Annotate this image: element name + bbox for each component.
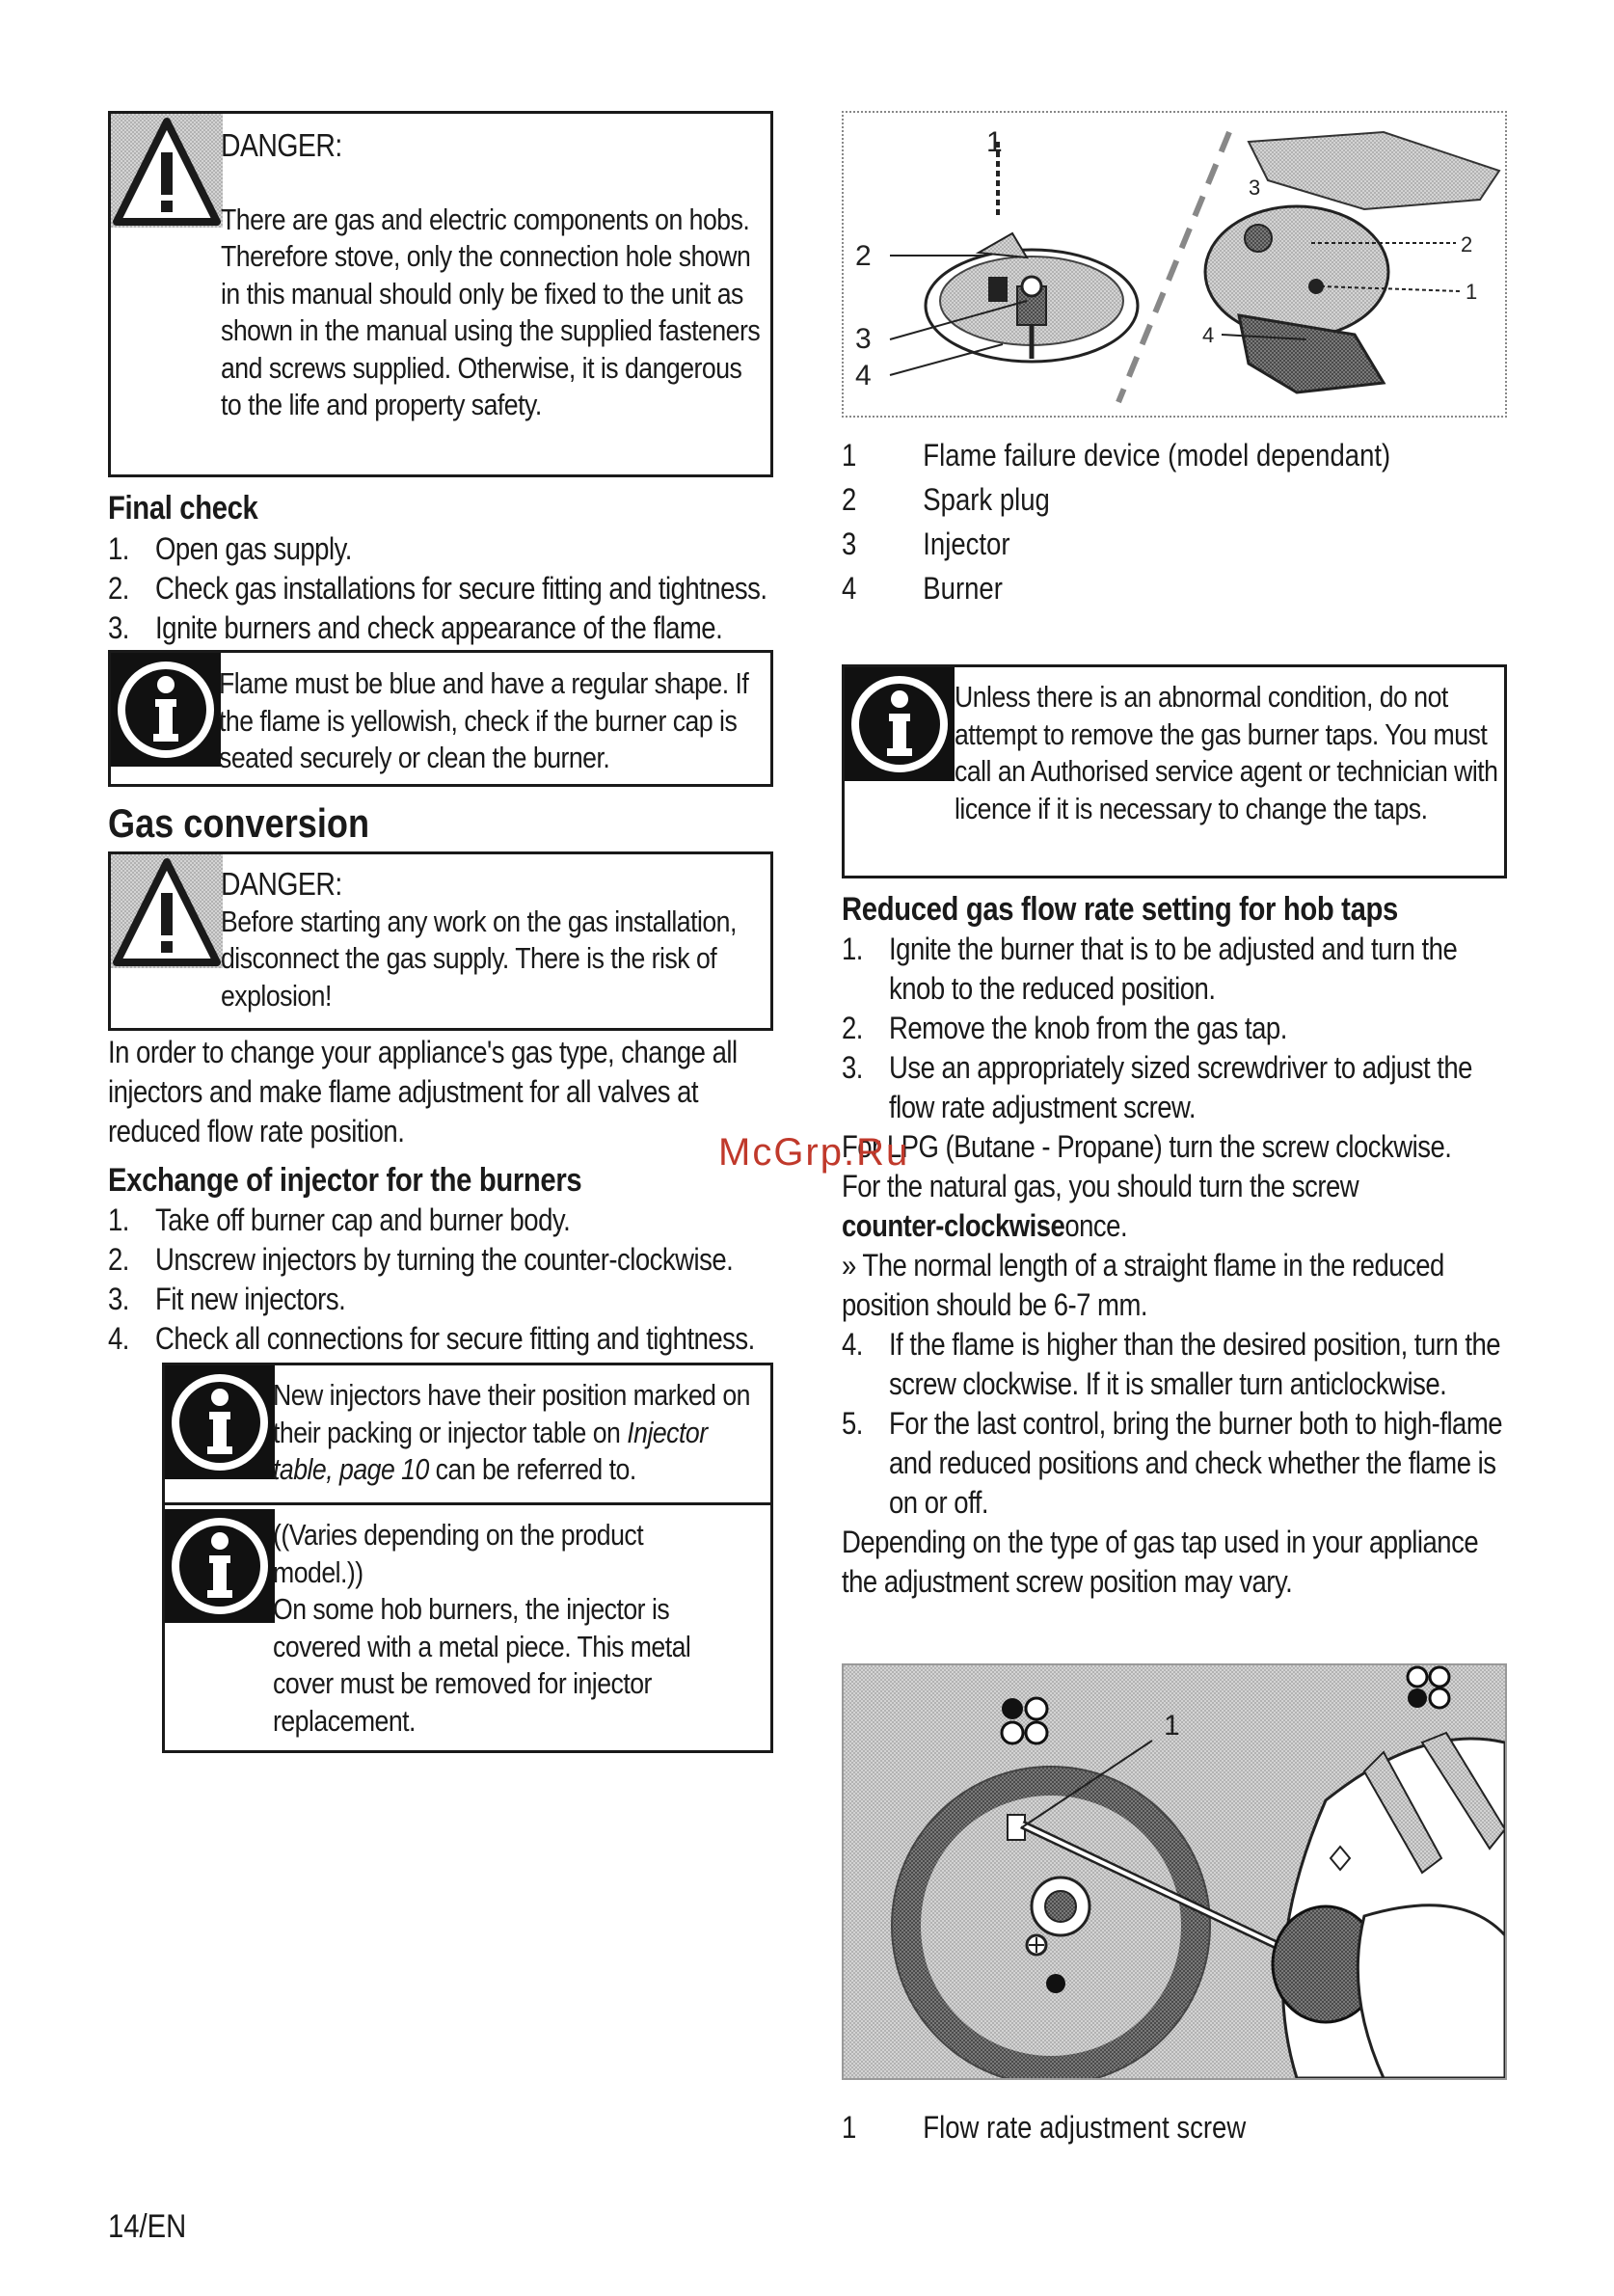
list-item: 5. For the last control, bring the burner both to high-flame and reduced positions and check whether the flame is on or off. bbox=[842, 1406, 1503, 1520]
figure-legend bbox=[842, 2105, 1507, 2149]
figure-label: 2 bbox=[855, 240, 872, 272]
closing-paragraph: Depending on the type of gas tap used in your appliance the adjustment screw position may vary. bbox=[842, 1525, 1479, 1599]
legend-row: 3 Injector bbox=[842, 527, 1010, 561]
right-column bbox=[842, 111, 1507, 2145]
legend-row: 1 Flow rate adjustment screw bbox=[842, 2110, 1247, 2145]
figure-label: 1 bbox=[986, 126, 1003, 158]
danger-box-gas-supply bbox=[108, 851, 773, 1031]
gas-conversion-heading: Gas conversion bbox=[108, 800, 370, 846]
info-text: Flame must be blue and have a regular shape. If the flame is yellowish, check if the burner cap is seated securely or clean the burner. bbox=[219, 666, 749, 774]
info-text-varies: ((Varies depending on the product model.)) bbox=[273, 1518, 644, 1589]
list-item: 1. Take off burner cap and burner body. bbox=[108, 1202, 571, 1237]
figure-label: 1 bbox=[1164, 1710, 1180, 1742]
info-box-flame bbox=[108, 650, 773, 787]
injector-table-reference: Injector table, page 10 bbox=[273, 1415, 708, 1486]
info-text-metal-cover: On some hob burners, the injector is covered with a metal piece. This metal cover must be removed for injector replacement. bbox=[273, 1592, 691, 1738]
list-item: 1. Open gas supply. bbox=[108, 531, 352, 566]
danger-text: There are gas and electric components on hobs. Therefore stove, only the connection hole shown in this manual should only be fixed to the unit as shown in the manual using the supplied fasteners and screws supplied. Otherwise, it is dangerous to the life and property safety. bbox=[221, 202, 761, 421]
gas-conversion-paragraph: In order to change your appliance's gas type, change all injectors and make flame adjustment for all valves at reduced flow rate position. bbox=[108, 1035, 738, 1148]
figure-label: 1 bbox=[1466, 280, 1478, 304]
exchange-heading: Exchange of injector for the burners bbox=[108, 1162, 582, 1199]
figure-label: 3 bbox=[1249, 176, 1261, 200]
reduced-flow-list bbox=[842, 930, 1505, 1127]
legend-row: 2 Spark plug bbox=[842, 482, 1050, 517]
legend-row: 1 Flame failure device (model dependant) bbox=[842, 438, 1391, 473]
danger-box-installation bbox=[108, 111, 773, 477]
watermark-logo: McGrp.Ru bbox=[718, 1131, 910, 1174]
danger-title: DANGER: bbox=[221, 866, 342, 902]
figure-label: 3 bbox=[855, 323, 872, 355]
list-item: 4. Check all connections for secure fitting and tightness. bbox=[108, 1321, 755, 1356]
lpg-instruction: For LPG (Butane - Propane) turn the screw clockwise. bbox=[842, 1129, 1452, 1164]
info-text: Unless there is an abnormal condition, do not attempt to remove the gas burner taps. You must call an Authorised service agent or technician with licence if it is necessary to change the taps. bbox=[955, 680, 1498, 825]
info-icon bbox=[165, 1509, 275, 1628]
final-check-list bbox=[108, 529, 771, 648]
info-text-injector-position: New injectors have their position marked on their packing or injector table on Injector table, page 10 can be referred to. bbox=[273, 1378, 750, 1486]
list-item: 3. Use an appropriately sized screwdriver to adjust the flow rate adjustment screw. bbox=[842, 1050, 1472, 1124]
final-check-heading: Final check bbox=[108, 490, 258, 527]
info-icon bbox=[165, 1365, 275, 1484]
danger-text: Before starting any work on the gas installation, disconnect the gas supply. There is the risk of explosion! bbox=[221, 904, 737, 1013]
left-column bbox=[108, 111, 773, 1753]
info-icon bbox=[111, 653, 221, 771]
reduced-flow-heading: Reduced gas flow rate setting for hob taps bbox=[842, 891, 1398, 928]
list-item: 4. If the flame is higher than the desired position, turn the screw clockwise. If it is smaller turn anticlockwise. bbox=[842, 1327, 1501, 1401]
info-icon bbox=[845, 667, 955, 786]
list-item: 2. Unscrew injectors by turning the counter-clockwise. bbox=[108, 1242, 734, 1277]
figure-label: 4 bbox=[1202, 323, 1215, 347]
list-item: 2. Check gas installations for secure fitting and tightness. bbox=[108, 571, 767, 606]
list-item: 2. Remove the knob from the gas tap. bbox=[842, 1011, 1287, 1045]
list-item: 3. Ignite burners and check appearance of the flame. bbox=[108, 610, 723, 645]
info-box-injectors bbox=[162, 1363, 773, 1753]
burner-parts-illustration bbox=[844, 113, 1505, 416]
list-item: 1. Ignite the burner that is to be adjusted and turn the knob to the reduced position. bbox=[842, 932, 1458, 1006]
adjustment-screw-figure bbox=[842, 1663, 1507, 2080]
figure-legend bbox=[842, 433, 1507, 610]
adjustment-screw-illustration bbox=[844, 1665, 1505, 2078]
list-item: 3. Fit new injectors. bbox=[108, 1282, 346, 1316]
reduced-flow-list-continued bbox=[842, 1325, 1505, 1523]
page-number: 14/EN bbox=[108, 2208, 187, 2245]
figure-label: 2 bbox=[1461, 232, 1473, 257]
figure-label: 4 bbox=[855, 360, 872, 392]
info-box-gas-taps bbox=[842, 664, 1507, 878]
divider bbox=[165, 1502, 770, 1505]
warning-triangle-icon bbox=[111, 854, 223, 973]
natural-gas-instruction: For the natural gas, you should turn the screw counter-clockwiseonce. bbox=[842, 1169, 1359, 1243]
legend-row: 4 Burner bbox=[842, 571, 1003, 606]
exchange-list bbox=[108, 1201, 771, 1359]
warning-triangle-icon bbox=[111, 114, 223, 232]
burner-parts-figure bbox=[842, 111, 1507, 418]
flame-length-note: » The normal length of a straight flame in the reduced position should be 6-7 mm. bbox=[842, 1248, 1444, 1322]
danger-title: DANGER: bbox=[221, 127, 342, 163]
